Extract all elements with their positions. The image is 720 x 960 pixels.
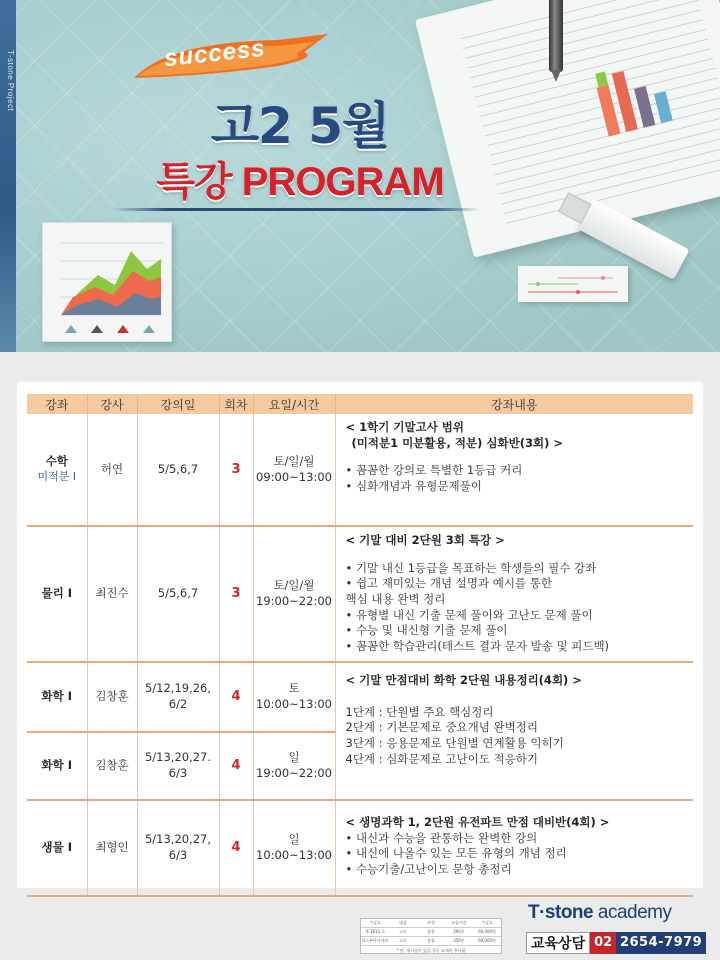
content-head: < 기말 만점대비 화학 2단원 내용정리(4회) > [345,673,582,687]
spacer [346,451,686,463]
tuition-cell: 교습시간 [451,920,467,925]
success-badge [128,26,333,92]
spacer [346,549,686,561]
content-line: • 심화개념과 유형문제풀이 [346,479,686,495]
pen-illustration [549,0,563,72]
content-head: < 기말 대비 2단원 3회 특강 > [345,533,505,547]
content-line: • 수능 및 내신형 기출 문제 풀이 [346,623,686,639]
content-line: • 꼼꼼한 학습관리(테스트 결과 문자 발송 및 피드백) [346,639,686,655]
cell-day-time [253,800,335,896]
content-line: • 내신에 나올수 있는 모든 유형의 개념 정리 [346,846,686,862]
contact-block [526,932,706,954]
dates-line: 6/3 [168,766,188,780]
header-teacher: 강사 [87,394,137,414]
spacer [346,689,686,705]
cell-content [335,800,693,896]
pen-tip-illustration [551,70,561,82]
header-sessions: 회차 [219,394,253,414]
tuition-cell: 고등 [399,938,407,943]
cell-teacher: 김창훈 [87,662,137,732]
tuition-cell: 종합 [427,929,435,934]
tuition-cell: 과정 [427,920,435,925]
title-underline [112,208,480,211]
tuition-cell: 대상 [399,920,407,925]
dates-line: 5/12,19,26, [144,681,212,696]
content-head: < 1학기 기말고사 범위 [345,420,465,434]
day-text: 토 [288,681,300,696]
time-text: 10:00~13:00 [256,848,332,862]
cell-sessions [219,526,253,662]
content-line: 핵심 내용 완벽 정리 [345,591,446,606]
subject-name: 수학 [45,454,68,469]
header-subject: 강좌 [27,394,87,414]
content-head: < 생명과학 1, 2단원 유전파트 만점 대비반(4회) > [345,815,610,829]
tuition-cell: 수강료 [369,920,381,925]
tuition-cell: 제 3612 호 [364,929,386,934]
cell-day-time [253,662,335,732]
cell-subject [27,414,87,526]
time-text: 09:00~13:00 [256,469,332,484]
session-count: 3 [231,461,241,477]
dates-line: 6/3 [168,848,188,862]
dates-line: 6/2 [168,697,188,711]
content-line: • 수능기출/고난이도 문항 총정리 [346,862,686,878]
side-strip-text: T-stone Project [6,50,15,112]
dates-line: 5/13,20,27, [144,832,212,847]
brand-logo [528,902,698,924]
cell-sessions [219,732,253,800]
tuition-cell: 티스톤아카데미 [361,938,389,943]
tuition-cell: 60,000원 [478,938,496,943]
day-text: 토/일/월 [273,578,315,593]
content-head: (미적분1 미분활용, 적분) 심화반(3회) > [351,435,563,450]
cell-dates [137,800,219,896]
cell-subject [27,732,87,800]
subject-name: 물리 I [41,586,72,601]
day-text: 일 [288,750,300,765]
table-header-row [27,394,693,414]
cell-day-time [253,526,335,662]
hero-banner [0,0,720,352]
cell-subject [27,526,87,662]
brand-prefix: T·stone [528,902,594,923]
page-subtitle: 특강 PROGRAM [156,160,444,204]
tuition-cell: 수강료 [481,920,493,925]
content-line: 1단계 : 단원별 주요 핵심정리 [345,704,494,719]
area-chart-icon [43,223,173,343]
content-line: • 기말 내신 1등급을 목표하는 학생들의 필수 강좌 [346,561,686,577]
content-line: • 꼼꼼한 강의로 특별한 1등급 커리 [346,463,686,479]
cell-dates [137,732,219,800]
content-line: 4단계 : 심화문제로 고난이도 적응하기 [345,751,538,766]
content-line: • 내신과 수능을 관통하는 완벽한 강의 [346,831,686,847]
cell-subject [27,662,87,732]
content-line: 2단계 : 기본문제로 중요개념 완벽정리 [345,720,538,735]
table-row [27,526,693,662]
header-dates: 강의일 [137,394,219,414]
content-line: • 유형별 내신 기출 문제 풀이와 고난도 문제 풀이 [346,608,686,624]
time-text: 10:00~13:00 [256,697,332,711]
tuition-row [361,928,501,937]
cell-dates: 5/5,6,7 [137,414,219,526]
cell-subject [27,800,87,896]
notebook-illustration [415,0,720,258]
cell-teacher: 최형인 [87,800,137,896]
header-day-time: 요일/시간 [253,394,335,414]
tuition-row [361,919,501,928]
subject-name: 화학 I [41,689,72,704]
session-count: 4 [231,840,241,856]
subject-name: 생물 I [41,840,72,855]
tuition-cell: 60,000원 [478,929,496,934]
tuition-cell: 290분 [453,929,465,934]
mini-line-chart-icon [518,266,628,302]
session-count: 4 [231,758,241,774]
side-strip [0,0,16,352]
time-text: 19:00~22:00 [256,594,332,608]
session-count: 3 [231,586,241,602]
day-text: 일 [288,832,300,847]
cell-sessions [219,414,253,526]
tuition-table [360,918,502,954]
table-row [27,414,693,526]
contact-area-code: 02 [590,932,616,954]
contact-label: 교육상담 [526,932,590,954]
schedule-table [27,394,693,897]
header-content: 강좌내용 [335,394,693,414]
tuition-row [361,937,501,946]
cell-day-time [253,732,335,800]
contact-phone-number[interactable]: 2654-7979 [616,932,706,954]
content-line: 3단계 : 응용문제로 단원별 연계활용 익히기 [345,735,564,750]
cell-teacher: 최진수 [87,526,137,662]
content-line: • 쉽고 재미있는 개념 설명과 예시를 통한 [346,576,686,592]
day-text: 토/일/월 [273,453,315,468]
page-title: 고2 5월 [210,97,390,155]
tuition-cell: 종합 [427,938,435,943]
tuition-cell: 고등 [399,929,407,934]
cell-sessions [219,662,253,732]
cell-day-time [253,414,335,526]
time-text: 19:00~22:00 [256,766,332,780]
success-badge-text: success [162,34,267,73]
cell-teacher: 김창훈 [87,732,137,800]
subject-sub: 미적분 I [37,469,77,483]
dates-line: 5/13,20,27. [144,750,212,765]
area-chart-card [42,222,172,342]
subject-name: 화학 I [41,758,72,773]
cell-content [335,414,693,526]
schedule-panel [17,382,703,888]
cell-content [335,662,693,800]
cell-content [335,526,693,662]
cell-sessions [219,800,253,896]
cell-dates [137,662,219,732]
table-row [27,662,693,732]
session-count: 4 [231,689,241,705]
cell-dates: 5/5,6,7 [137,526,219,662]
cell-teacher: 허연 [87,414,137,526]
brand-suffix: academy [593,902,672,923]
tuition-cell: 350분 [453,938,465,943]
tuition-note: * 단, 재시험이 있을 경우 교재비 추가됨 [396,947,466,953]
tuition-note-row [361,946,501,954]
table-row [27,800,693,896]
mini-chart-card [518,266,628,302]
